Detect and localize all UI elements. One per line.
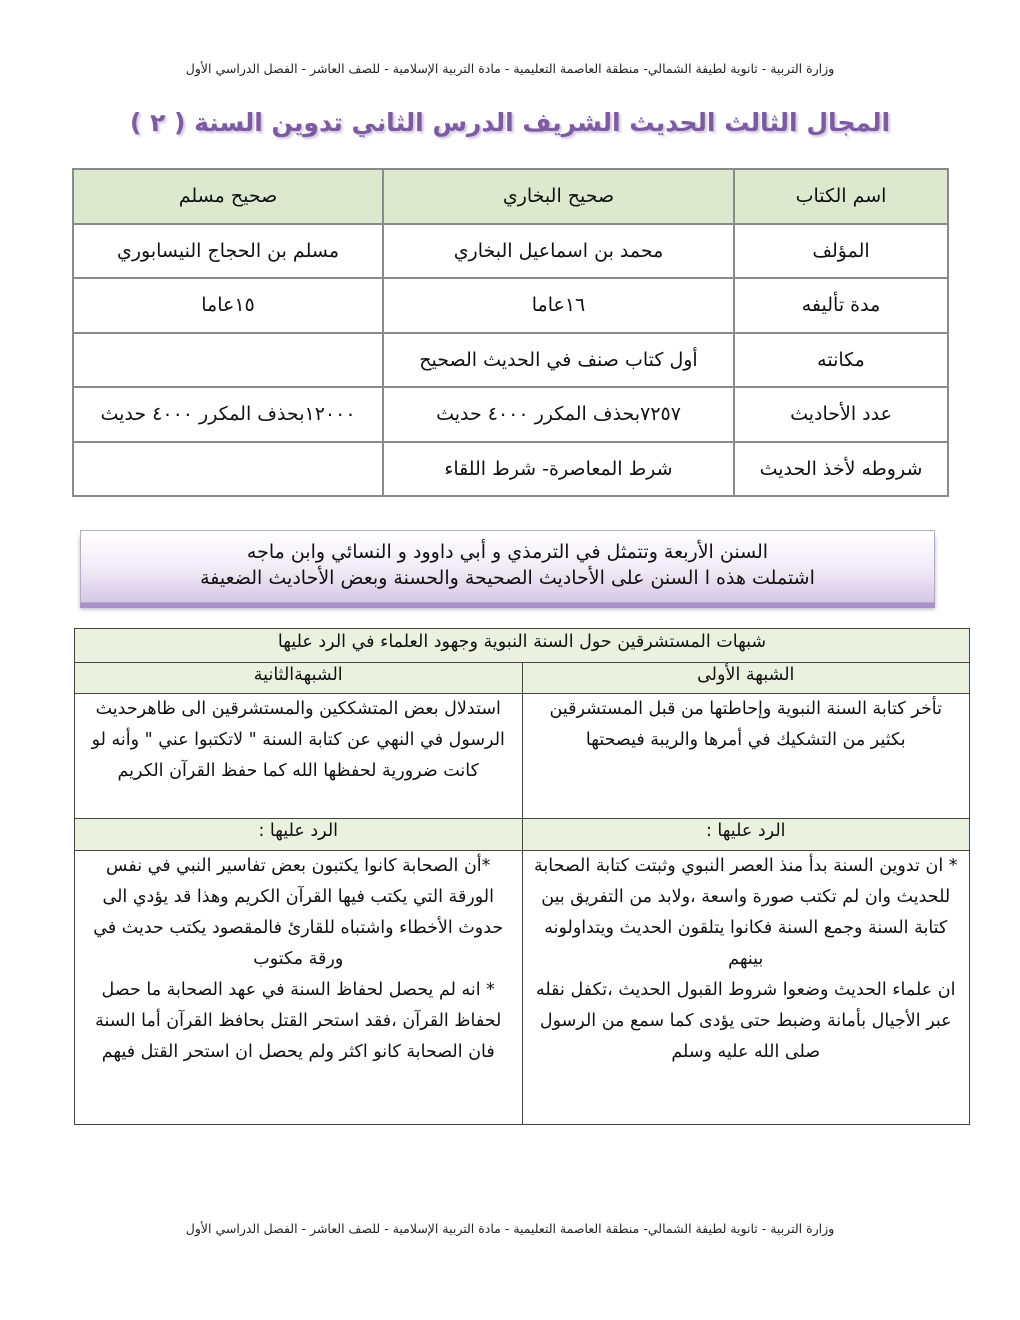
bukhari-cell: شرط المعاصرة- شرط اللقاء <box>383 442 734 497</box>
doubts-labels-row <box>75 662 970 693</box>
muslim-cell: مسلم بن الحجاج النيسابوري <box>73 224 383 279</box>
page-title: المجال الثالث الحديث الشريف الدرس الثاني تدوين السنة ( ٢ ) <box>129 108 891 137</box>
doubts-title-row <box>75 629 970 663</box>
reply-labels-row <box>75 819 970 850</box>
reply-2-paragraph-1: *أن الصحابة كانوا يكتبون بعض تفاسير النبي في نفس الورقة التي يكتب فيها القرآن الكريم وهذا قد يؤدي الى حدوث الأخطاء واشتباه للقارئ فالمقصود يكتب حديث في ورقة مكتوب <box>93 855 504 969</box>
row-label: مكانته <box>734 333 948 388</box>
bukhari-cell: أول كتاب صنف في الحديث الصحيح <box>383 333 734 388</box>
table-header-row <box>73 169 948 224</box>
header-bukhari: صحيح البخاري <box>383 169 734 224</box>
reply-2-paragraph-2: * انه لم يحصل لحفاظ السنة في عهد الصحابة ما حصل لحفاظ القرآن ،فقد استحر القتل بحافظ القرآن أما السنة فان الصحابة كانو اكثر ولم يحصل ان استحر القتل فيهم <box>95 979 502 1062</box>
books-comparison-table <box>72 168 949 497</box>
doubts-text-row <box>75 694 970 819</box>
reply-label-2: الرد عليها : <box>75 819 523 850</box>
reply-1-paragraph-2: ان علماء الحديث وضعوا شروط القبول الحديث ،تكفل نقله عبر الأجيال بأمانة وضبط حتى يؤدى كما سمع من الرسول صلى الله عليه وسلم <box>536 979 956 1062</box>
replies-row <box>75 850 970 1124</box>
bukhari-cell: ٧٢٥٧بحذف المكرر ٤٠٠٠ حديث <box>383 387 734 442</box>
bukhari-cell: محمد بن اسماعيل البخاري <box>383 224 734 279</box>
row-label: عدد الأحاديث <box>734 387 948 442</box>
row-label: شروطه لأخذ الحديث <box>734 442 948 497</box>
row-label: المؤلف <box>734 224 948 279</box>
sunan-line-2: اشتملت هذه ا السنن على الأحاديث الصحيحة والحسنة وبعض الأحاديث الضعيفة <box>200 567 815 589</box>
table-row <box>73 442 948 497</box>
bukhari-cell: ١٦عاما <box>383 278 734 333</box>
page-header: وزارة التربية - ثانوية لطيفة الشمالي- منطقة العاصمة التعليمية - مادة التربية الإسلامية - للصف العاشر - الفصل الدراسي الأول <box>185 61 835 76</box>
sunan-line-1: السنن الأربعة وتتمثل في الترمذي و أبي داوود و النسائي وابن ماجه <box>246 541 769 563</box>
header-book-name: اسم الكتاب <box>734 169 948 224</box>
table-row <box>73 387 948 442</box>
table-row <box>73 333 948 388</box>
reply-1 <box>522 850 970 1124</box>
second-doubt-text: استدلال بعض المتشككين والمستشرقين الى ظاهرحديث الرسول في النهي عن كتابة السنة " لاتكتبوا عني " وأنه لو كانت ضرورية لحفظها الله كما حفظ القرآن الكريم <box>75 694 523 819</box>
reply-label-1: الرد عليها : <box>522 819 970 850</box>
second-doubt-label: الشبهةالثانية <box>75 662 523 693</box>
muslim-cell: ١٥عاما <box>73 278 383 333</box>
muslim-cell: ١٢٠٠٠بحذف المكرر ٤٠٠٠ حديث <box>73 387 383 442</box>
page-footer: وزارة التربية - ثانوية لطيفة الشمالي- منطقة العاصمة التعليمية - مادة التربية الإسلامية - للصف العاشر - الفصل الدراسي الأول <box>185 1221 835 1236</box>
header-muslim: صحيح مسلم <box>73 169 383 224</box>
reply-1-paragraph-1: * ان تدوين السنة بدأ منذ العصر النبوي وثبتت كتابة الصحابة للحديث وان لم تكتب صورة واسعة ،ولابد من التفريق بين كتابة السنة وجمع السنة فكانوا يتلقون الحديث ويتداولونه بينهم <box>534 855 958 969</box>
doubts-title: شبهات المستشرقين حول السنة النبوية وجهود العلماء في الرد عليها <box>75 629 970 663</box>
table-row <box>73 224 948 279</box>
muslim-cell <box>73 333 383 388</box>
table-row <box>73 278 948 333</box>
reply-2 <box>75 850 523 1124</box>
sunan-info-box <box>80 530 935 603</box>
first-doubt-text: تأخر كتابة السنة النبوية وإحاطتها من قبل المستشرقين بكثير من التشكيك في أمرها والريبة فيصحتها <box>522 694 970 819</box>
first-doubt-label: الشبهة الأولى <box>522 662 970 693</box>
orientalist-doubts-table <box>74 628 970 1125</box>
row-label: مدة تأليفه <box>734 278 948 333</box>
muslim-cell <box>73 442 383 497</box>
